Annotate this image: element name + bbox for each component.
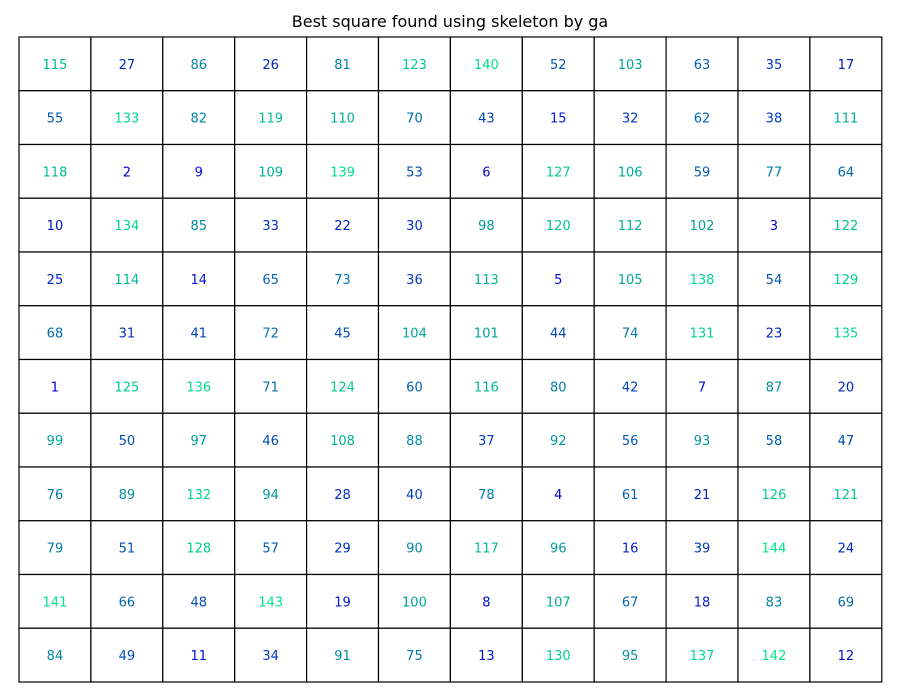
cell-value-r6-c1: 68	[46, 326, 64, 342]
cell-value-r4-c9: 112	[617, 219, 643, 235]
cell-value-r12-c1: 84	[46, 649, 64, 665]
cell-value-r9-c8: 4	[554, 487, 563, 503]
cell-value-r4-c2: 134	[114, 219, 140, 235]
cell-value-r11-c4: 143	[258, 595, 284, 611]
cell-value-r7-c6: 60	[406, 380, 423, 396]
cell-value-r1-c9: 103	[617, 57, 643, 73]
cell-value-r4-c12: 122	[833, 219, 859, 235]
cell-value-r3-c9: 106	[617, 165, 643, 181]
cell-value-r1-c3: 86	[190, 57, 208, 73]
cell-value-r7-c5: 124	[330, 380, 355, 396]
cell-value-r8-c12: 47	[837, 434, 855, 450]
cell-value-r1-c7: 140	[473, 57, 499, 73]
cell-value-r4-c6: 30	[406, 219, 423, 235]
cell-value-r9-c12: 121	[833, 487, 859, 503]
chart-title: Best square found using skeleton by ga	[291, 12, 609, 31]
cell-value-r9-c3: 132	[186, 487, 212, 503]
cell-value-r6-c11: 23	[765, 326, 783, 342]
cell-value-r8-c3: 97	[190, 434, 208, 450]
cell-value-r6-c7: 101	[473, 326, 499, 342]
cell-value-r7-c4: 71	[262, 380, 279, 396]
cell-value-r7-c12: 20	[837, 380, 855, 396]
cell-value-r7-c9: 42	[621, 380, 639, 396]
cell-value-r10-c3: 128	[186, 541, 212, 557]
cell-value-r6-c5: 45	[334, 326, 351, 342]
cell-value-r2-c8: 15	[549, 111, 567, 127]
cell-value-r4-c4: 33	[262, 219, 279, 235]
cell-value-r5-c12: 129	[833, 272, 859, 288]
cell-value-r1-c11: 35	[765, 57, 783, 73]
cell-value-r8-c5: 108	[330, 434, 355, 450]
cell-value-r5-c8: 5	[554, 272, 563, 288]
cell-value-r3-c2: 2	[122, 165, 131, 181]
cell-value-r5-c7: 113	[473, 272, 499, 288]
cell-value-r12-c8: 130	[545, 649, 571, 665]
cell-value-r8-c11: 58	[765, 434, 783, 450]
cell-value-r12-c6: 75	[406, 649, 423, 665]
cell-value-r1-c10: 63	[693, 57, 711, 73]
cell-value-r11-c3: 48	[190, 595, 208, 611]
cell-value-r10-c7: 117	[473, 541, 499, 557]
cell-value-r10-c11: 144	[761, 541, 787, 557]
cell-value-r10-c9: 16	[621, 541, 639, 557]
cell-value-r4-c5: 22	[334, 219, 351, 235]
cell-value-r1-c1: 115	[42, 57, 68, 73]
cell-value-r3-c7: 6	[482, 165, 491, 181]
cell-value-r5-c3: 14	[190, 272, 208, 288]
cell-value-r2-c4: 119	[258, 111, 284, 127]
cell-value-r3-c8: 127	[545, 165, 571, 181]
cell-value-r12-c4: 34	[262, 649, 279, 665]
cell-value-r12-c3: 11	[190, 649, 208, 665]
cell-value-r5-c1: 25	[46, 272, 64, 288]
cell-value-r6-c9: 74	[621, 326, 639, 342]
cell-value-r9-c4: 94	[262, 487, 279, 503]
cell-value-r6-c6: 104	[402, 326, 427, 342]
cell-value-r2-c12: 111	[833, 111, 859, 127]
cell-value-r7-c8: 80	[549, 380, 567, 396]
cell-value-r1-c6: 123	[402, 57, 427, 73]
cell-value-r5-c6: 36	[406, 272, 423, 288]
cells-layer	[19, 37, 882, 682]
cell-value-r7-c3: 136	[186, 380, 212, 396]
cell-value-r7-c11: 87	[765, 380, 783, 396]
cell-value-r8-c7: 37	[478, 434, 495, 450]
cell-value-r10-c8: 96	[549, 541, 567, 557]
cell-value-r10-c2: 51	[118, 541, 136, 557]
cell-value-r6-c10: 131	[689, 326, 715, 342]
cell-value-r11-c10: 18	[693, 595, 711, 611]
cell-value-r5-c4: 65	[262, 272, 279, 288]
cell-value-r2-c5: 110	[330, 111, 355, 127]
cell-value-r10-c5: 29	[334, 541, 351, 557]
cell-value-r4-c7: 98	[478, 219, 495, 235]
cell-value-r5-c11: 54	[765, 272, 783, 288]
cell-value-r12-c7: 13	[478, 649, 495, 665]
cell-value-r7-c7: 116	[473, 380, 499, 396]
cell-value-r1-c4: 26	[262, 57, 279, 73]
cell-value-r3-c5: 139	[330, 165, 355, 181]
cell-value-r10-c10: 39	[693, 541, 711, 557]
cell-value-r10-c12: 24	[837, 541, 855, 557]
cell-value-r6-c12: 135	[833, 326, 859, 342]
cell-value-r10-c6: 90	[406, 541, 423, 557]
cell-value-r7-c1: 1	[50, 380, 60, 396]
cell-value-r11-c8: 107	[545, 595, 571, 611]
cell-value-r3-c4: 109	[258, 165, 284, 181]
cell-value-r8-c9: 56	[621, 434, 639, 450]
cell-value-r11-c5: 19	[334, 595, 351, 611]
cell-value-r4-c1: 10	[46, 219, 64, 235]
cell-value-r6-c3: 41	[190, 326, 208, 342]
cell-value-r4-c8: 120	[545, 219, 571, 235]
cell-value-r9-c6: 40	[406, 487, 423, 503]
cell-value-r8-c8: 92	[549, 434, 567, 450]
cell-value-r1-c8: 52	[549, 57, 567, 73]
cell-value-r3-c12: 64	[837, 165, 855, 181]
cell-value-r9-c5: 28	[334, 487, 351, 503]
cell-value-r3-c1: 118	[42, 165, 68, 181]
cell-value-r9-c11: 126	[761, 487, 787, 503]
cell-value-r2-c11: 38	[765, 111, 783, 127]
cell-value-r11-c9: 67	[621, 595, 639, 611]
cell-value-r3-c3: 9	[194, 165, 203, 181]
cell-value-r2-c10: 62	[693, 111, 711, 127]
cell-value-r5-c2: 114	[114, 272, 140, 288]
cell-value-r5-c10: 138	[689, 272, 715, 288]
cell-value-r10-c1: 79	[46, 541, 64, 557]
cell-value-r3-c11: 77	[765, 165, 783, 181]
cell-value-r12-c11: 142	[761, 649, 787, 665]
cell-value-r8-c10: 93	[693, 434, 711, 450]
cell-value-r8-c6: 88	[406, 434, 423, 450]
cell-value-r4-c3: 85	[190, 219, 208, 235]
cell-value-r12-c2: 49	[118, 649, 136, 665]
cell-value-r12-c10: 137	[689, 649, 715, 665]
cell-value-r11-c11: 83	[765, 595, 783, 611]
cell-value-r1-c12: 17	[837, 57, 855, 73]
cell-value-r8-c1: 99	[46, 434, 64, 450]
cell-value-r11-c2: 66	[118, 595, 136, 611]
cell-value-r7-c10: 7	[697, 380, 707, 396]
cell-value-r11-c7: 8	[482, 595, 491, 611]
cell-value-r1-c5: 81	[334, 57, 351, 73]
cell-value-r4-c11: 3	[769, 219, 779, 235]
cell-value-r11-c6: 100	[402, 595, 427, 611]
cell-value-r3-c6: 53	[406, 165, 423, 181]
cell-value-r2-c7: 43	[478, 111, 495, 127]
cell-value-r2-c6: 70	[406, 111, 423, 127]
cell-value-r9-c10: 21	[693, 487, 711, 503]
cell-value-r4-c10: 102	[689, 219, 715, 235]
cell-value-r6-c2: 31	[118, 326, 136, 342]
cell-value-r2-c1: 55	[46, 111, 64, 127]
cell-value-r9-c7: 78	[478, 487, 495, 503]
cell-value-r9-c9: 61	[621, 487, 639, 503]
cell-value-r3-c10: 59	[693, 165, 711, 181]
cell-value-r11-c12: 69	[837, 595, 855, 611]
cell-value-r12-c9: 95	[621, 649, 639, 665]
cell-value-r5-c5: 73	[334, 272, 351, 288]
cell-value-r2-c9: 32	[621, 111, 639, 127]
cell-value-r6-c8: 44	[549, 326, 567, 342]
cell-value-r8-c2: 50	[118, 434, 136, 450]
cell-value-r7-c2: 125	[114, 380, 140, 396]
cell-value-r6-c4: 72	[262, 326, 279, 342]
cell-value-r9-c2: 89	[118, 487, 136, 503]
cell-value-r10-c4: 57	[262, 541, 279, 557]
cell-value-r8-c4: 46	[262, 434, 279, 450]
cell-value-r2-c2: 133	[114, 111, 140, 127]
cell-value-r11-c1: 141	[42, 595, 68, 611]
cell-value-r1-c2: 27	[118, 57, 136, 73]
cell-value-r2-c3: 82	[190, 111, 208, 127]
cell-value-r5-c9: 105	[617, 272, 643, 288]
cell-value-r12-c12: 12	[837, 649, 855, 665]
cell-value-r12-c5: 91	[334, 649, 351, 665]
cell-value-r9-c1: 76	[46, 487, 64, 503]
